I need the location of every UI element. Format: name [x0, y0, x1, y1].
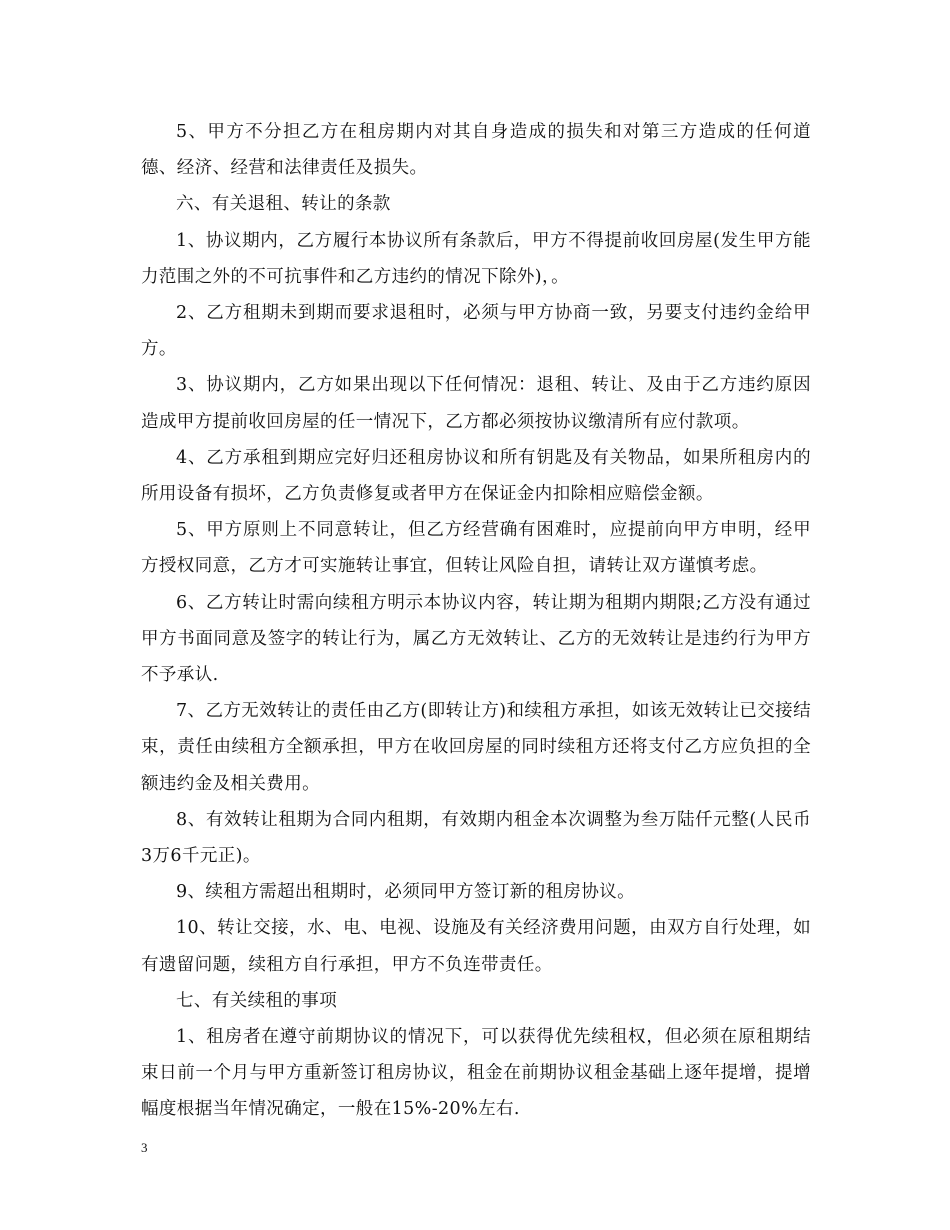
paragraph-clause-5-transfer-consent: 5、甲方原则上不同意转让，但乙方经营确有困难时，应提前向甲方申明，经甲方授权同意，乙方才可实施转让事宜，但转让风险自担，请转让双方谨慎考虑。 — [141, 520, 811, 577]
paragraph-clause-9-new-agreement: 9、续租方需超出租期时，必须同甲方签订新的租房协议。 — [176, 882, 636, 903]
paragraph-clause-10-handover: 10、转让交接，水、电、电视、设施及有关经济费用问题，由双方自行处理，如有遗留问题，续租方自行承担，甲方不负连带责任。 — [141, 918, 811, 975]
paragraph-clause-5-liability: 5、甲方不分担乙方在租房期内对其自身造成的损失和对第三方造成的任何道德、经济、经营和法律责任及损失。 — [141, 122, 811, 179]
section-heading-renewal: 七、有关续租的事项 — [176, 990, 338, 1011]
paragraph-clause-6-transfer-disclosure: 6、乙方转让时需向续租方明示本协议内容，转让期为租期内期限;乙方没有通过甲方书面同意及签字的转让行为，属乙方无效转让、乙方的无效转让是违约行为甲方不予承认. — [141, 592, 811, 686]
page-number: 3 — [141, 1140, 148, 1155]
paragraph-clause-2-early-termination: 2、乙方租期未到期而要求退租时，必须与甲方协商一致，另要支付违约金给甲方。 — [141, 303, 811, 360]
section-heading-termination-transfer: 六、有关退租、转让的条款 — [176, 194, 391, 215]
paragraph-clause-7-invalid-transfer: 7、乙方无效转让的责任由乙方(即转让方)和续租方承担，如该无效转让已交接结束，责任由续租方全额承担，甲方在收回房屋的同时续租方还将支付乙方应负担的全额违约金及相关费用。 — [141, 701, 811, 794]
paragraph-clause-4-return: 4、乙方承租到期应完好归还租房协议和所有钥匙及有关物品，如果所租房内的所用设备有损坏，乙方负责修复或者甲方在保证金内扣除相应赔偿金额。 — [141, 447, 811, 505]
paragraph-clause-1-early-recovery: 1、协议期内，乙方履行本协议所有条款后，甲方不得提前收回房屋(发生甲方能力范围之外的不可抗事件和乙方违约的情况下除外)，。 — [141, 230, 811, 287]
paragraph-clause-3-settlement: 3、协议期内，乙方如果出现以下任何情况：退租、转让、及由于乙方违约原因造成甲方提前收回房屋的任一情况下，乙方都必须按协议缴清所有应付款项。 — [141, 375, 811, 432]
paragraph-clause-8-rent-adjustment: 8、有效转让租期为合同内租期，有效期内租金本次调整为叁万陆仟元整(人民币3万6千元正)。 — [141, 809, 811, 867]
paragraph-renewal-clause-1: 1、租房者在遵守前期协议的情况下，可以获得优先续租权，但必须在原租期结束日前一个月与甲方重新签订租房协议，租金在前期协议租金基础上逐年提增，提增幅度根据当年情况确定，一般在15%-20%左右. — [141, 1027, 811, 1120]
document-body — [141, 114, 811, 1128]
